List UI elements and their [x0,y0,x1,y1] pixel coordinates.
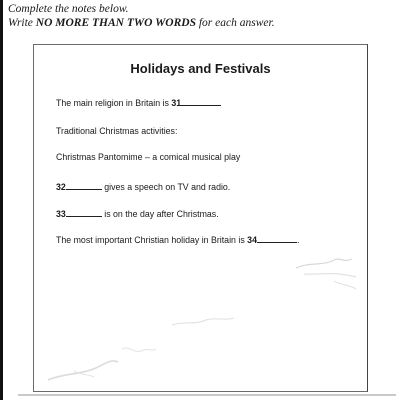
pantomime-line: Christmas Pantomime – a comical musical play [56,152,241,162]
question-32-number: 32 [56,182,66,192]
instructions-write: Write [8,16,36,29]
instructions-word-limit: NO MORE THAN TWO WORDS [35,16,196,29]
instructions-line-1: Complete the notes below. [8,3,129,15]
instructions-line-2 [8,17,275,31]
question-31-number: 31 [171,98,182,108]
question-34-number: 34 [247,235,257,245]
question-34-text: The most important Christian holiday in Britain is [56,235,248,245]
question-32-text: gives a speech on TV and radio. [101,182,231,192]
faint-scribble-marks [34,45,367,391]
instructions [8,3,275,30]
question-33-text: is on the day after Christmas. [101,209,219,219]
instructions-suffix: for each answer. [195,16,275,29]
question-33-number: 33 [56,209,66,219]
page-left-edge [0,0,3,400]
question-31-text: The main religion in Britain is [56,98,172,108]
notes-title: Holidays and Festivals [130,61,271,76]
page-bottom-edge [18,394,396,396]
notes-box [33,44,368,392]
activities-heading: Traditional Christmas activities: [56,126,178,136]
question-34-end: . [296,235,300,245]
